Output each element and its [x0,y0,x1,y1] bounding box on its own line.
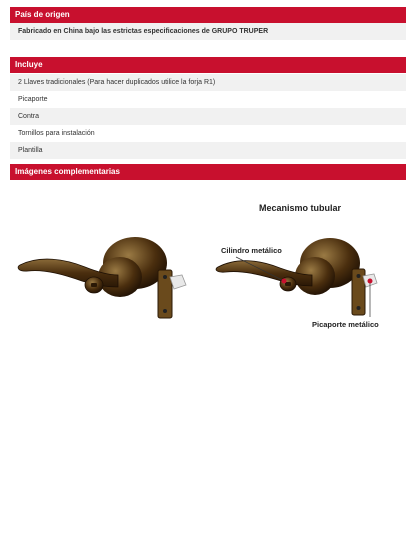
include-item-strike: Contra [10,108,406,125]
cylinder-label: Cilindro metálico [221,246,282,255]
mechanism-title: Mecanismo tubular [259,203,342,213]
include-item-screws: Tornillos para instalación [10,125,406,142]
latch-callout-dot [368,279,373,284]
section-header-origin: País de origen [10,7,406,23]
lever-lock-image [10,225,200,325]
origin-value: Fabricado en China bajo las estrictas especificaciones de GRUPO TRUPER [10,23,406,40]
include-item-keys: 2 Llaves tradicionales (Para hacer duplicados utilice la forja R1) [10,74,406,91]
cylinder-callout-dot [282,279,287,284]
lever-lock-mechanism-image [212,225,406,335]
latch-label: Picaporte metálico [312,320,379,329]
section-header-includes: Incluye [10,57,406,73]
include-item-template: Plantilla [10,142,406,159]
include-item-latch: Picaporte [10,91,406,108]
section-header-images: Imágenes complementarias [10,164,406,180]
